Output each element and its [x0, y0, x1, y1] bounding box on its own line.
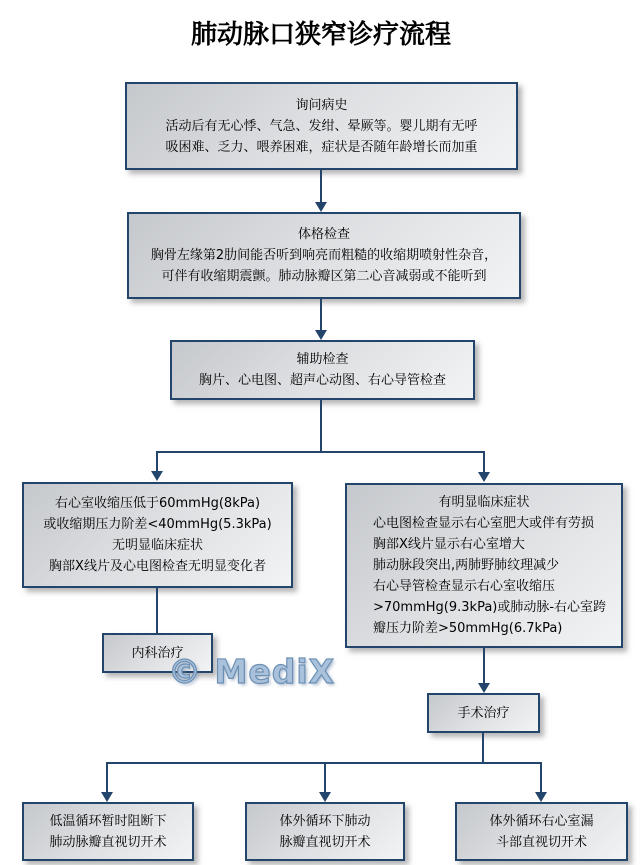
node-surgical-treatment	[427, 693, 540, 733]
connector-physical-auxiliary-line	[320, 299, 322, 331]
arrowhead-severe-surgical	[478, 683, 490, 693]
node-auxiliary	[170, 340, 475, 400]
node-op-cpb-valve-line: 脉瓣直视切开术	[279, 834, 371, 850]
node-history	[125, 82, 518, 170]
arrowhead-branch-severe	[478, 472, 490, 482]
node-severe-line: 心电图检查显示右心室肥大或伴有劳损	[373, 516, 595, 531]
node-op-hypothermia-line: 低温循环暂时阻断下	[49, 813, 167, 829]
arrowhead-history-physical	[315, 202, 327, 212]
node-op-hypothermia-line: 肺动脉瓣直视切开术	[49, 834, 167, 850]
node-medical-label: 内科治疗	[131, 645, 184, 661]
arrowhead-branch-mild	[151, 471, 163, 481]
node-op-hypothermia	[22, 802, 194, 861]
node-physical-line: 胸骨左缘第2肋间能否听到响亮而粗糙的收缩期喷射性杂音，	[150, 248, 498, 263]
node-mild-line: 无明显临床症状	[111, 538, 203, 553]
connector-severe-surgical-line	[483, 648, 485, 684]
node-mild-line: 或收缩期压力阶差<40mmHg(5.3kPa)	[43, 517, 272, 532]
arrowhead-branch-op3	[535, 792, 547, 802]
connector-mild-medical-line	[156, 588, 158, 633]
arrowhead-branch-op1	[101, 792, 113, 802]
connector-branch-severe-line	[483, 452, 485, 473]
node-mild-criteria	[22, 482, 293, 588]
node-mild-line: 右心室收缩压低于60mmHg(8kPa)	[54, 496, 261, 511]
node-severe-line: >70mmHg(9.3kPa)或肺动脉-右心室跨	[373, 600, 607, 615]
node-severe-line: 右心导管检查显示右心室收缩压	[373, 579, 556, 594]
node-physical-line: 可伴有收缩期震颤。肺动脉瓣区第二心音减弱或不能听到	[161, 269, 487, 284]
node-op-cpb-infundibulum-line: 斗部直视切开术	[495, 834, 587, 850]
arrowhead-physical-auxiliary	[315, 330, 327, 340]
node-history-line: 活动后有无心悸、气急、发绀、晕厥等。婴儿期有无呼	[165, 118, 478, 134]
node-history-title: 询问病史	[295, 97, 348, 113]
node-op-cpb-infundibulum	[455, 802, 628, 861]
connector-branch-op2-line	[324, 762, 326, 793]
node-op-cpb-valve-line: 体外循环下肺动	[279, 813, 371, 829]
connector-auxiliary-branch-stem	[320, 400, 322, 453]
node-severe-title: 有明显临床症状	[438, 495, 530, 510]
connector-branch-op3-line	[540, 762, 542, 793]
node-physical	[127, 212, 521, 299]
connector-branch-horizontal	[156, 451, 485, 453]
node-severe-line: 瓣压力阶差>50mmHg(6.7kPa)	[373, 621, 563, 636]
connector-history-physical-line	[320, 170, 322, 203]
node-history-line: 吸困难、乏力、喂养困难，症状是否随年龄增长而加重	[165, 139, 478, 155]
node-auxiliary-line: 胸片、心电图、超声心动图、右心导管检查	[198, 373, 446, 388]
node-op-cpb-infundibulum-line: 体外循环右心室漏	[489, 813, 594, 829]
node-severe-criteria	[345, 483, 623, 648]
node-physical-title: 体格检查	[297, 227, 350, 242]
medix-watermark: © MediX	[168, 652, 336, 691]
node-severe-line: 胸部X线片显示右心室增大	[373, 537, 525, 552]
node-auxiliary-title: 辅助检查	[296, 352, 349, 367]
page-title: 肺动脉口狭窄诊疗流程	[190, 20, 451, 50]
node-op-cpb-valve	[245, 802, 405, 861]
connector-branch-op1-line	[106, 762, 108, 793]
node-surgical-label: 手术治疗	[457, 705, 510, 721]
node-severe-line: 肺动脉段突出,两肺野肺纹理减少	[373, 558, 560, 573]
connector-surgical-branch-stem	[482, 733, 484, 763]
node-mild-line: 胸部X线片及心电图检查无明显变化者	[49, 559, 266, 574]
connector-branch-mild-line	[156, 452, 158, 472]
arrowhead-branch-op2	[319, 792, 331, 802]
